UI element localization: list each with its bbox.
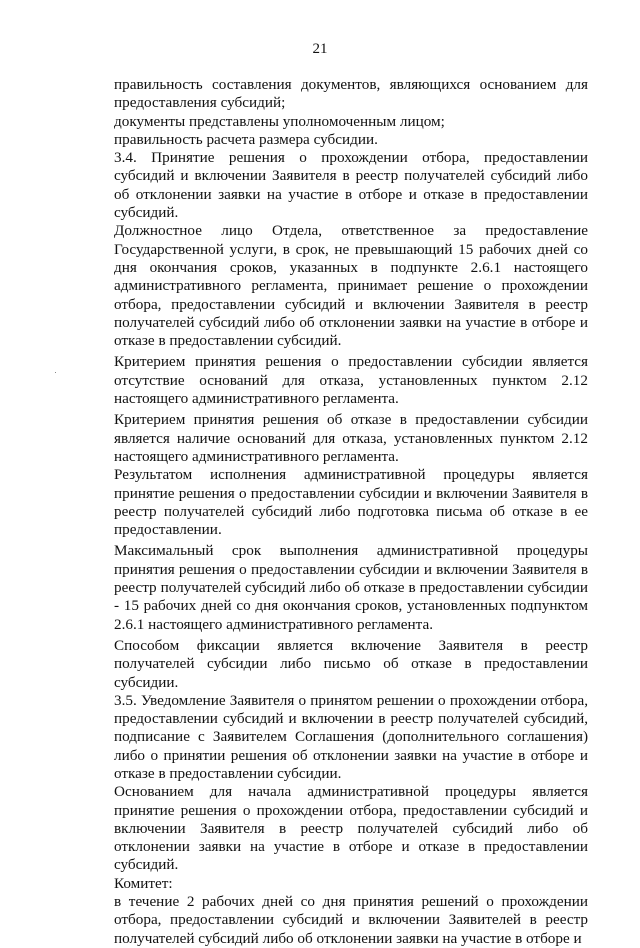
paragraph: Результатом исполнения административной процедуры является принятие решения о предоставлении субсидии и включении Заявителя в реестр получателей субсидий либо подготовка письма об отказе в ее предоставлении.	[114, 466, 588, 539]
document-body	[114, 76, 588, 948]
paragraph: Критерием принятия решения об отказе в предоставлении субсидии является наличие оснований для отказа, установленных пунктом 2.12 настоящего административного регламента.	[114, 411, 588, 465]
paragraph: правильность расчета размера субсидии.	[114, 130, 378, 148]
paragraph: правильность составления документов, являющихся основанием для предоставления субсидий;	[114, 76, 588, 112]
paragraph: Комитет:	[114, 874, 173, 892]
paragraph: документы представлены уполномоченным лицом;	[114, 112, 445, 130]
paragraph: Должностное лицо Отдела, ответственное за предоставление Государственной услуги, в срок, не превышающий 15 рабочих дней со дня окончания сроков, указанных в подпункте 2.6.1 настоящего административного регламента, принимает решение о прохождении отбора, предоставлении субсидий и включении Заявителя в реестр получателей субсидий либо об отклонении заявки на участие в отборе и отказе в предоставлении субсидий.	[114, 222, 588, 350]
section-heading-3-4: 3.4. Принятие решения о прохождении отбора, предоставлении субсидий и включении Заявителя в реестр получателей субсидий либо об отклонении заявки на участие в отборе и отказе в предоставлении субсидий.	[114, 149, 588, 222]
paragraph: Основанием для начала административной процедуры является принятие решения о прохождении отбора, предоставлении субсидий и включении Заявителя в реестр получателей субсидий либо об отклонении заявки на участие в отборе и отказе в предоставлении субсидий.	[114, 783, 588, 874]
paragraph: в течение 2 рабочих дней со дня принятия решений о прохождении отбора, предоставлении субсидий и включении Заявителей в реестр получателей субсидий либо об отклонении заявки на участие в отборе и	[114, 893, 588, 947]
paragraph: Критерием принятия решения о предоставлении субсидии является отсутствие оснований для отказа, установленных пунктом 2.12 настоящего административного регламента.	[114, 353, 588, 408]
section-heading-3-5: 3.5. Уведомление Заявителя о принятом решении о прохождении отбора, предоставлении субсидий и включении в реестр получателей субсидий, подписание с Заявителем Соглашения (дополнительного соглашения) либо о принятии решения об отклонении заявки на участие в отборе и отказе в предоставлении субсидии.	[114, 691, 588, 782]
paragraph: Максимальный срок выполнения административной процедуры принятия решения о предоставлении субсидии и включении Заявителя в реестр получателей субсидий либо об отказе в предоставлении субсидии - 15 рабочих дней со дня окончания сроков, установленных подпунктом 2.6.1 настоящего административного регламента.	[114, 542, 588, 633]
paragraph: Способом фиксации является включение Заявителя в реестр получателей субсидии либо письмо об отказе в предоставлении субсидии.	[114, 636, 588, 691]
margin-mark	[55, 372, 56, 373]
page-number: 21	[312, 41, 328, 57]
